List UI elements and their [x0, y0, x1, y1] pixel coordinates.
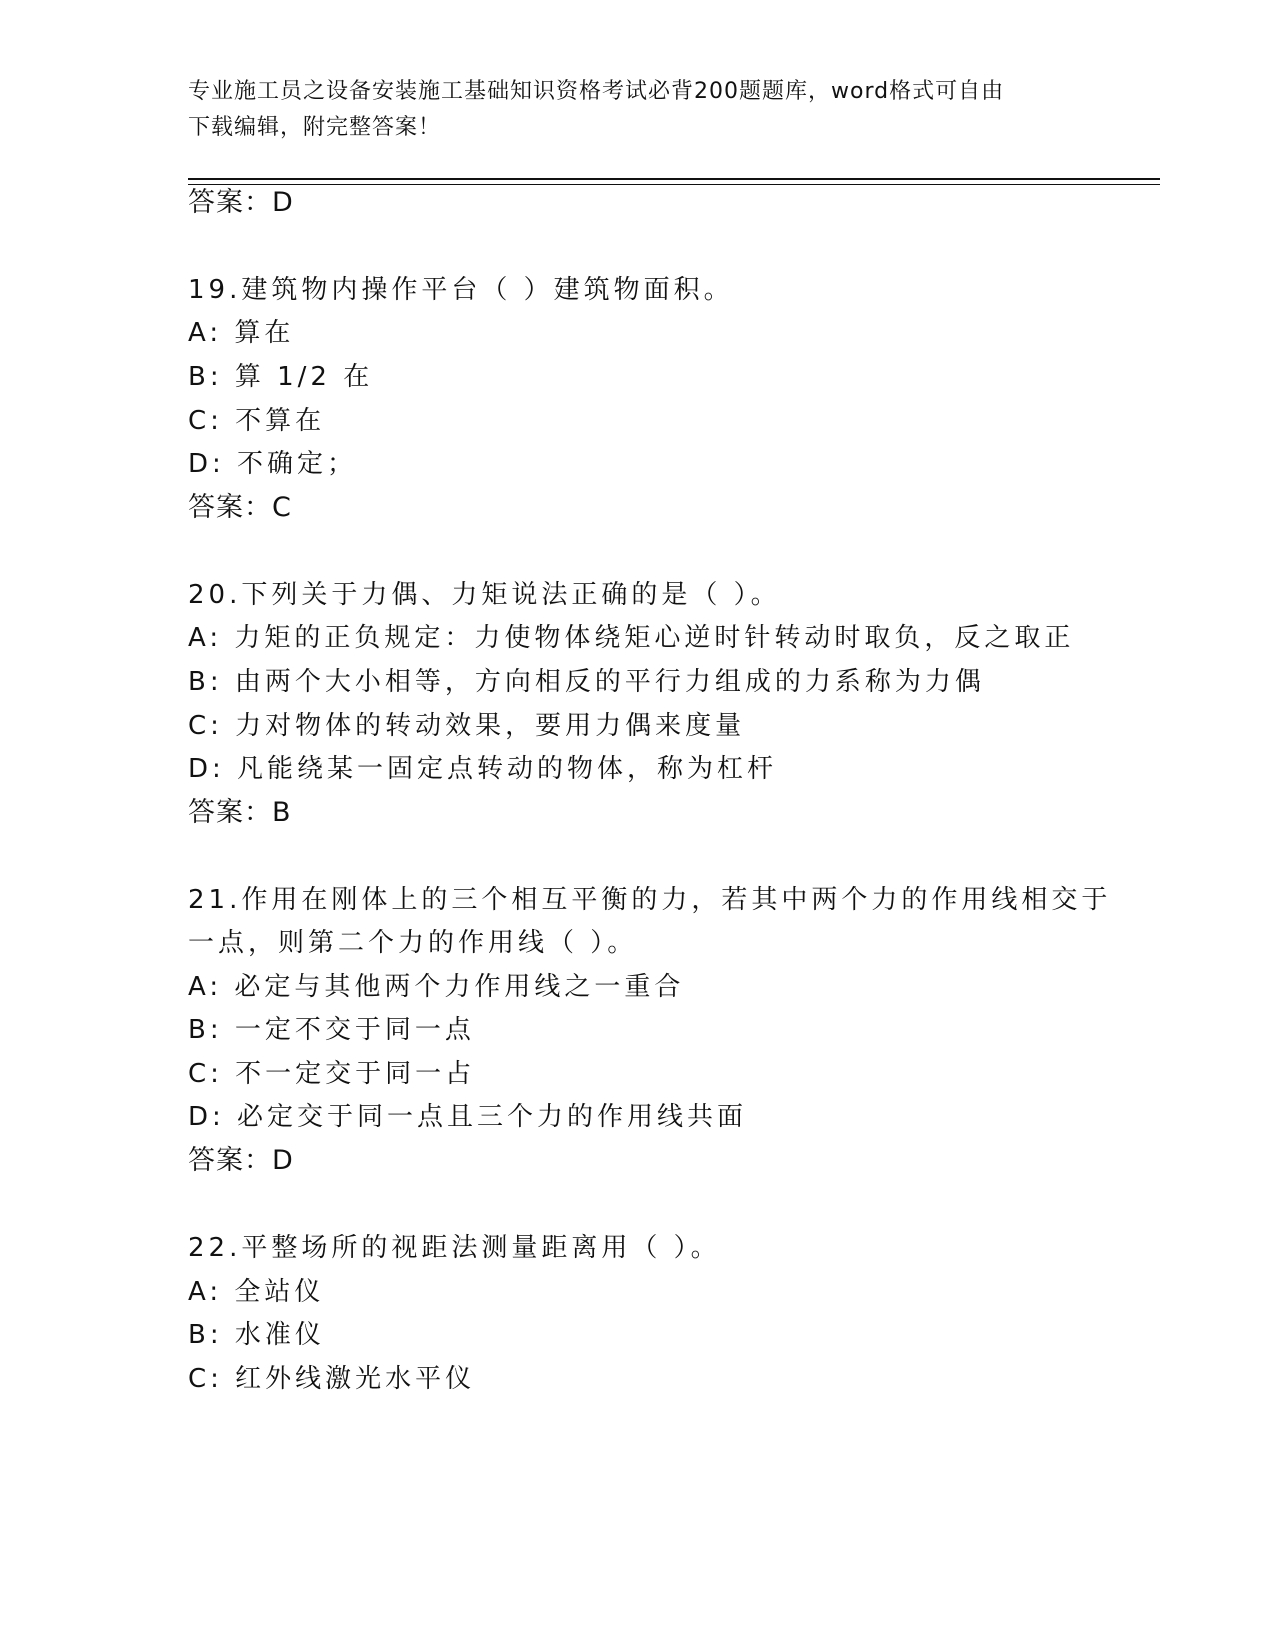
question-option: A: 必定与其他两个力作用线之一重合	[188, 972, 685, 1002]
header-rule-thick	[188, 178, 1160, 180]
header-line-2: 下载编辑，附完整答案！	[188, 115, 442, 140]
question-option: C: 力对物体的转动效果，要用力偶来度量	[188, 711, 746, 741]
question-option: B: 算 1/2 在	[188, 362, 374, 392]
question-option: C: 不算在	[188, 406, 326, 436]
question-option: D: 不确定；	[188, 449, 358, 479]
header-line-1: 专业施工员之设备安装施工基础知识资格考试必背200题题库，word格式可自由	[188, 79, 1005, 104]
question-stem-continued: 一点，则第二个力的作用线（ ）。	[188, 928, 638, 958]
question-option: C: 红外线激光水平仪	[188, 1364, 476, 1394]
question-stem: 19.建筑物内操作平台（ ）建筑物面积。	[188, 275, 734, 305]
answer-line: 答案：C	[188, 492, 292, 523]
question-option: B: 一定不交于同一点	[188, 1015, 475, 1045]
answer-line: 答案：D	[188, 1145, 294, 1176]
question-option: C: 不一定交于同一占	[188, 1059, 476, 1089]
question-option: D: 必定交于同一点且三个力的作用线共面	[188, 1102, 748, 1132]
document-header	[188, 74, 1088, 146]
header-rule-thin	[188, 184, 1160, 185]
answer-line: 答案：B	[188, 797, 292, 828]
question-stem: 22.平整场所的视距法测量距离用（ ）。	[188, 1233, 721, 1263]
question-option: A: 全站仪	[188, 1277, 325, 1307]
question-option: A: 算在	[188, 318, 295, 348]
question-stem: 21.作用在刚体上的三个相互平衡的力，若其中两个力的作用线相交于	[188, 885, 1112, 915]
question-option: A: 力矩的正负规定：力使物体绕矩心逆时针转动时取负，反之取正	[188, 623, 1075, 653]
question-option: D: 凡能绕某一固定点转动的物体，称为杠杆	[188, 754, 778, 784]
question-option: B: 由两个大小相等，方向相反的平行力组成的力系称为力偶	[188, 667, 985, 697]
question-option: B: 水准仪	[188, 1320, 325, 1350]
question-stem: 20.下列关于力偶、力矩说法正确的是（ ）。	[188, 580, 781, 610]
answer-line: 答案：D	[188, 187, 294, 218]
